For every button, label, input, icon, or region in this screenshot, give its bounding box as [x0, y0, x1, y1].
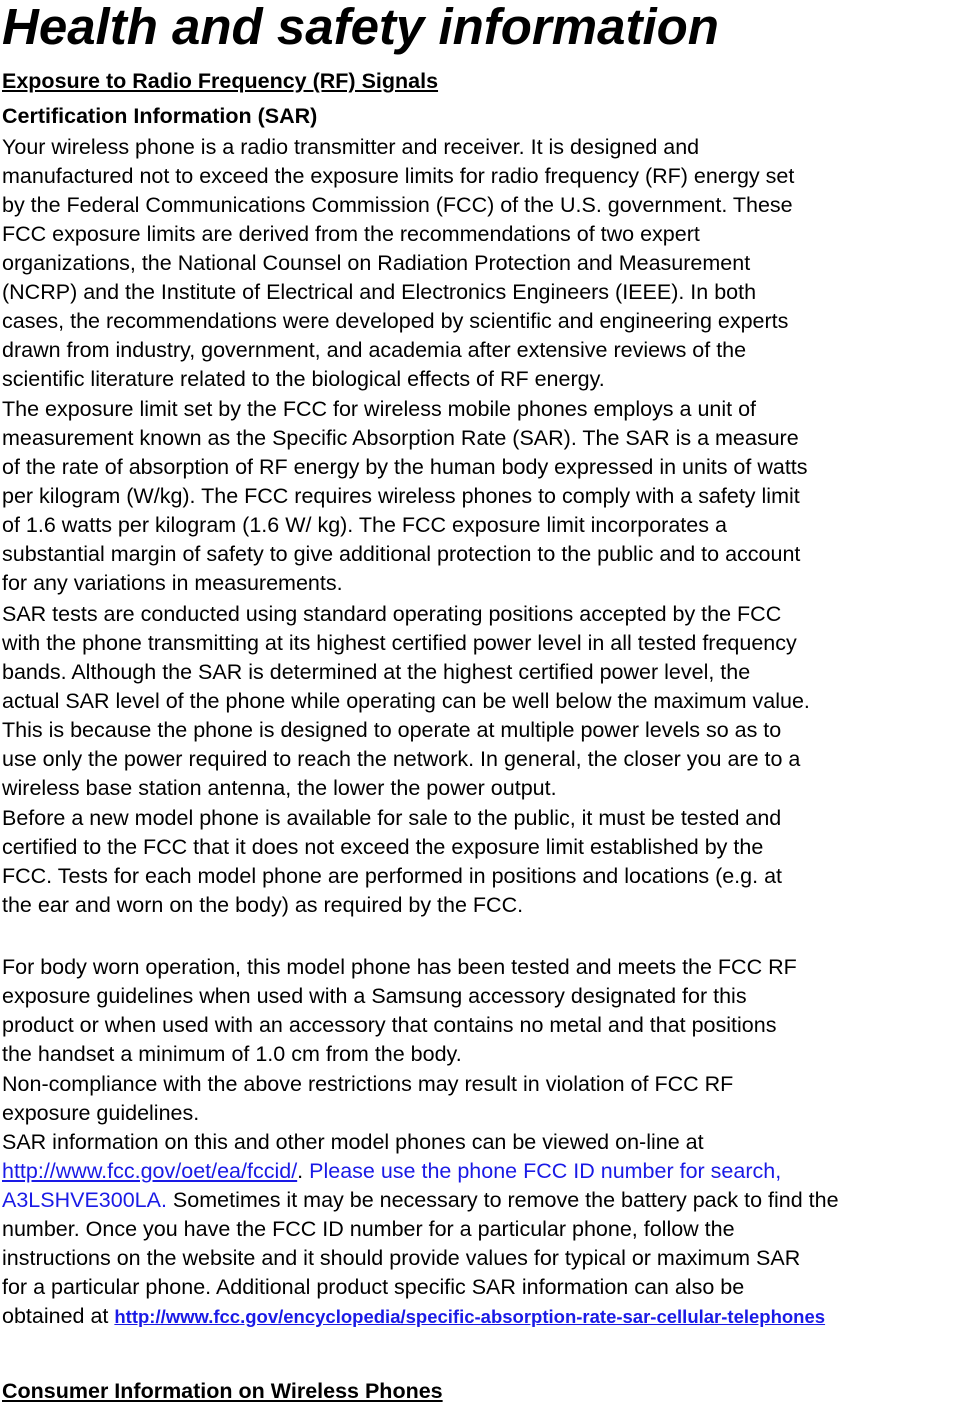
paragraph-non-compliance [2, 1070, 970, 1128]
text-line [2, 1157, 970, 1186]
paragraph-new-model [2, 804, 970, 920]
text-line: (NCRP) and the Institute of Electrical and Electronics Engineers (IEEE). In both [2, 280, 757, 304]
text-line: cases, the recommendations were developed by scientific and engineering experts [2, 309, 789, 333]
paragraph-body-worn [2, 953, 970, 1069]
battery-note: Sometimes it may be necessary to remove the battery pack to find the [166, 1188, 839, 1212]
text-line: Your wireless phone is a radio transmitter and receiver. It is designed and [2, 135, 700, 159]
text-line: Before a new model phone is available for sale to the public, it must be tested and [2, 806, 782, 830]
text-line: per kilogram (W/kg). The FCC requires wireless phones to comply with a safety limit [2, 484, 800, 508]
text-line: use only the power required to reach the network. In general, the closer you are to a [2, 747, 801, 771]
paragraph-sar-tests [2, 600, 970, 803]
text-line: SAR information on this and other model phones can be viewed on-line at [2, 1130, 704, 1154]
text-line: The exposure limit set by the FCC for wireless mobile phones employs a unit of [2, 397, 757, 421]
text-line: number. Once you have the FCC ID number for a particular phone, follow the [2, 1217, 735, 1241]
page-title: Health and safety information [2, 0, 719, 55]
text-line: the ear and worn on the body) as required by the FCC. [2, 893, 524, 917]
text-line: the handset a minimum of 1.0 cm from the body. [2, 1042, 462, 1066]
fcc-encyclopedia-link[interactable]: http://www.fcc.gov/encyclopedia/specific-absorption-rate-sar-cellular-telephones [114, 1306, 826, 1327]
period-text: . [297, 1159, 304, 1183]
text-line: with the phone transmitting at its highest certified power level in all tested frequency [2, 631, 797, 655]
obtained-at-text: obtained at [2, 1304, 115, 1328]
text-line: bands. Although the SAR is determined at the highest certified power level, the [2, 660, 751, 684]
text-line: FCC exposure limits are derived from the recommendations of two expert [2, 222, 700, 246]
text-line [2, 1186, 970, 1215]
text-line: substantial margin of safety to give additional protection to the public and to account [2, 542, 801, 566]
text-line: exposure guidelines when used with a Samsung accessory designated for this [2, 984, 747, 1008]
section-heading-rf-exposure: Exposure to Radio Frequency (RF) Signals [2, 69, 439, 93]
text-line: actual SAR level of the phone while operating can be well below the maximum value. [2, 689, 810, 713]
text-line: product or when used with an accessory that contains no metal and that positions [2, 1013, 777, 1037]
paragraph-rf-intro [2, 133, 970, 394]
fcc-id-search-note: Please use the phone FCC ID number for search, [303, 1159, 782, 1183]
text-line: exposure guidelines. [2, 1101, 200, 1125]
text-line: instructions on the website and it should provide values for typical or maximum SAR [2, 1246, 801, 1270]
subheading-certification-sar: Certification Information (SAR) [2, 104, 318, 128]
paragraph-exposure-limit [2, 395, 970, 598]
section-heading-consumer-info: Consumer Information on Wireless Phones [2, 1379, 443, 1403]
fcc-id-number: A3LSHVE300LA. [2, 1188, 167, 1212]
text-line: organizations, the National Counsel on Radiation Protection and Measurement [2, 251, 751, 275]
text-line: scientific literature related to the biological effects of RF energy. [2, 367, 605, 391]
text-line: measurement known as the Specific Absorption Rate (SAR). The SAR is a measure [2, 426, 799, 450]
text-line: certified to the FCC that it does not exceed the exposure limit established by the [2, 835, 764, 859]
text-line: For body worn operation, this model phone has been tested and meets the FCC RF [2, 955, 797, 979]
paragraph-sar-info [2, 1128, 970, 1331]
text-line: wireless base station antenna, the lower the power output. [2, 776, 557, 800]
text-line: This is because the phone is designed to operate at multiple power levels so as to [2, 718, 782, 742]
fcc-id-link[interactable]: http://www.fcc.gov/oet/ea/fccid/ [2, 1159, 298, 1183]
text-line: of the rate of absorption of RF energy by the human body expressed in units of watts [2, 455, 808, 479]
text-line: by the Federal Communications Commission (FCC) of the U.S. government. These [2, 193, 793, 217]
text-line: for any variations in measurements. [2, 571, 343, 595]
text-line: SAR tests are conducted using standard operating positions accepted by the FCC [2, 602, 782, 626]
text-line: manufactured not to exceed the exposure limits for radio frequency (RF) energy set [2, 164, 795, 188]
text-line: FCC. Tests for each model phone are performed in positions and locations (e.g. at [2, 864, 782, 888]
text-line [2, 1302, 970, 1331]
text-line: Non-compliance with the above restrictions may result in violation of FCC RF [2, 1072, 734, 1096]
text-line: for a particular phone. Additional product specific SAR information can also be [2, 1275, 745, 1299]
text-line: drawn from industry, government, and academia after extensive reviews of the [2, 338, 747, 362]
text-line: of 1.6 watts per kilogram (1.6 W/ kg). The FCC exposure limit incorporates a [2, 513, 727, 537]
